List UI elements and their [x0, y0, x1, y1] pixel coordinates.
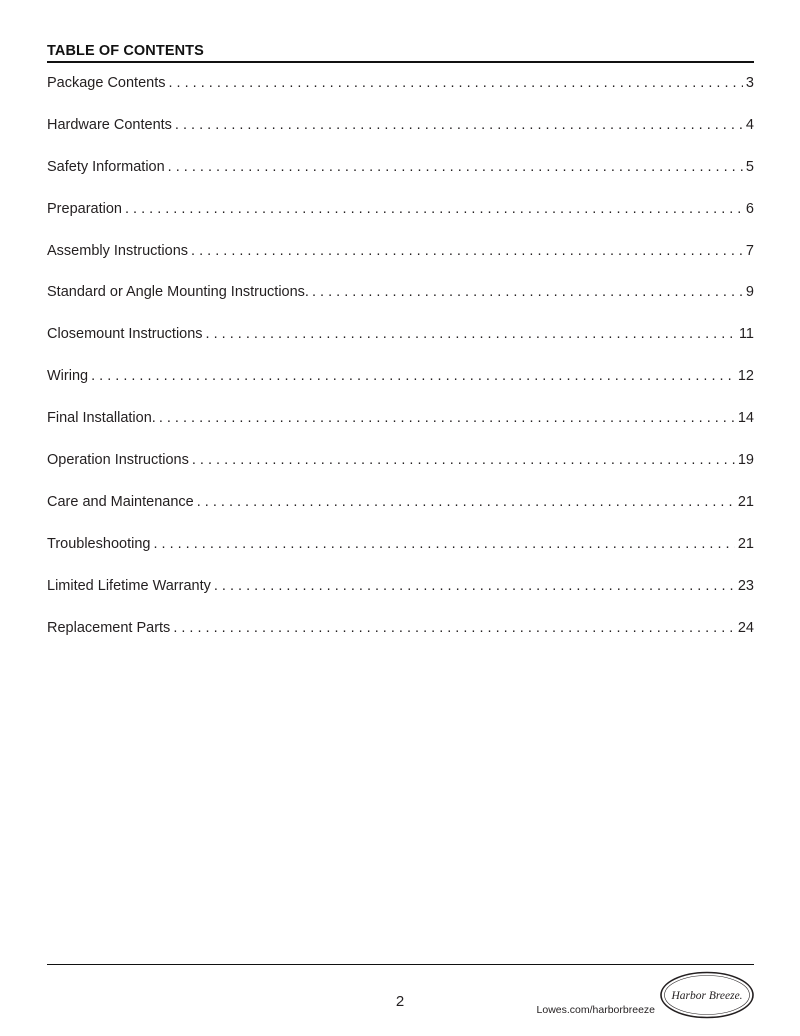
- toc-entry-page: 7: [745, 242, 754, 259]
- toc-entry-label: Preparation: [47, 200, 122, 217]
- toc-entry-label: Package Contents: [47, 75, 166, 91]
- toc-entry-mounting-instructions[interactable]: [47, 281, 754, 323]
- footer-divider: [47, 964, 754, 965]
- toc-entry-wiring[interactable]: [47, 365, 754, 407]
- toc-entry-package-contents[interactable]: [47, 72, 754, 114]
- dot-leader: [122, 198, 743, 220]
- title-divider: [47, 61, 754, 63]
- toc-entry-page: 5: [745, 158, 754, 175]
- toc-entry-care-and-maintenance[interactable]: [47, 491, 754, 533]
- toc-entry-label: Wiring: [47, 368, 89, 385]
- toc-entry-closemount-instructions[interactable]: [47, 323, 754, 365]
- dot-leader: [165, 156, 743, 178]
- dot-leader: [172, 114, 743, 136]
- page-title: TABLE OF CONTENTS: [47, 43, 204, 59]
- dot-leader: [188, 240, 743, 262]
- toc-entry-label: Operation Instructions: [47, 452, 189, 469]
- toc-entry-final-installation[interactable]: [47, 407, 754, 449]
- toc-entry-label: Standard or Angle Mounting Instructions.: [47, 284, 309, 301]
- dot-leader: [150, 533, 734, 555]
- dot-leader: [203, 323, 736, 345]
- toc-entry-operation-instructions[interactable]: [47, 449, 754, 491]
- toc-entry-label: Assembly Instructions: [47, 242, 189, 259]
- toc-entry-page: 21: [737, 493, 754, 510]
- dot-leader: [88, 365, 735, 387]
- toc-entry-page: 4: [745, 116, 754, 133]
- toc-entry-replacement-parts[interactable]: [47, 617, 754, 659]
- toc-entry-page: 6: [745, 200, 754, 217]
- footer-url: Lowes.com/harborbreeze: [536, 1004, 655, 1016]
- dot-leader: [194, 491, 735, 513]
- toc-entry-limited-lifetime-warranty[interactable]: [47, 575, 754, 617]
- dot-leader: [170, 617, 735, 639]
- toc-entry-page: 9: [745, 284, 754, 301]
- toc-entry-page: 24: [737, 619, 754, 636]
- toc-entry-page: 11: [738, 326, 754, 343]
- toc-entry-label: Troubleshooting: [47, 535, 151, 552]
- toc-entry-label: Hardware Contents: [47, 116, 172, 133]
- toc-entry-label: Limited Lifetime Warranty: [47, 577, 211, 594]
- toc-entry-page: 21: [737, 535, 754, 552]
- dot-leader: [156, 407, 735, 429]
- harbor-breeze-logo-icon: [659, 970, 755, 1020]
- toc-entry-label: Care and Maintenance: [47, 493, 194, 510]
- toc-entry-label: Final Installation.: [47, 410, 156, 427]
- toc-entry-page: 12: [737, 368, 754, 385]
- harbor-breeze-logo: [659, 970, 755, 1020]
- toc-entry-label: Safety Information: [47, 158, 165, 175]
- dot-leader: [309, 281, 743, 303]
- dot-leader: [211, 575, 735, 597]
- dot-leader: [166, 72, 743, 94]
- toc-entry-troubleshooting[interactable]: [47, 533, 754, 575]
- toc-entry-page: 3: [745, 75, 754, 91]
- toc-entry-label: Replacement Parts: [47, 619, 171, 636]
- toc-entry-assembly-instructions[interactable]: [47, 240, 754, 282]
- toc-entry-page: 14: [737, 410, 754, 427]
- dot-leader: [189, 449, 735, 471]
- page-number: 2: [395, 993, 405, 1010]
- toc-entry-label: Closemount Instructions: [47, 326, 203, 343]
- toc-entry-page: 23: [737, 577, 754, 594]
- toc-entry-safety-information[interactable]: [47, 156, 754, 198]
- toc-entry-preparation[interactable]: [47, 198, 754, 240]
- toc-entry-page: 19: [737, 452, 754, 469]
- toc-entry-hardware-contents[interactable]: [47, 114, 754, 156]
- table-of-contents: [47, 72, 754, 658]
- logo-wordmark: Harbor Breeze.: [671, 990, 743, 1002]
